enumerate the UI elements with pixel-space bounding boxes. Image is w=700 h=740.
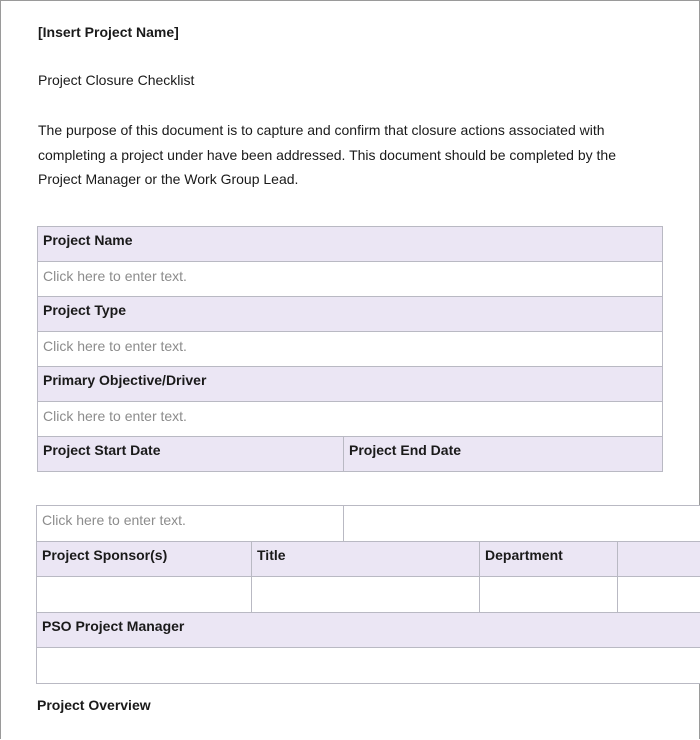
project-overview-heading: Project Overview [37, 697, 151, 713]
table-row [38, 367, 663, 402]
pso-manager-field[interactable] [37, 648, 700, 684]
sponsor-label: Project Sponsor(s) [37, 542, 252, 577]
table-row [38, 332, 663, 367]
project-name-field[interactable]: Click here to enter text. [38, 262, 663, 297]
table-row [37, 577, 700, 613]
project-type-label: Project Type [38, 297, 663, 332]
project-name-label: Project Name [38, 227, 663, 262]
project-info-table [37, 226, 663, 472]
table-row [38, 437, 663, 472]
document-title: [Insert Project Name] [38, 24, 179, 40]
table-row [37, 542, 700, 577]
end-date-field[interactable] [344, 506, 700, 542]
purpose-paragraph: The purpose of this document is to capture and confirm that closure actions associated with completing a project under have been addressed. This document should be completed by the Project Manager or the Work Group Lead. [38, 122, 616, 187]
empty-header-cell [618, 542, 700, 577]
extra-field[interactable] [618, 577, 700, 613]
sponsor-field[interactable] [37, 577, 252, 613]
objective-field[interactable]: Click here to enter text. [38, 402, 663, 437]
title-field[interactable] [252, 577, 480, 613]
title-label: Title [252, 542, 480, 577]
document-subtitle: Project Closure Checklist [38, 72, 195, 88]
table-row [38, 297, 663, 332]
table-row [37, 613, 700, 648]
project-team-table [36, 505, 700, 684]
start-date-label: Project Start Date [38, 437, 344, 472]
table-row [37, 506, 700, 542]
table-row [37, 648, 700, 684]
end-date-label: Project End Date [344, 437, 663, 472]
table-row [38, 402, 663, 437]
objective-label: Primary Objective/Driver [38, 367, 663, 402]
department-field[interactable] [480, 577, 618, 613]
table-row [38, 227, 663, 262]
pso-manager-label: PSO Project Manager [37, 613, 700, 648]
table-row [38, 262, 663, 297]
start-date-field[interactable]: Click here to enter text. [37, 506, 344, 542]
department-label: Department [480, 542, 618, 577]
project-type-field[interactable]: Click here to enter text. [38, 332, 663, 367]
